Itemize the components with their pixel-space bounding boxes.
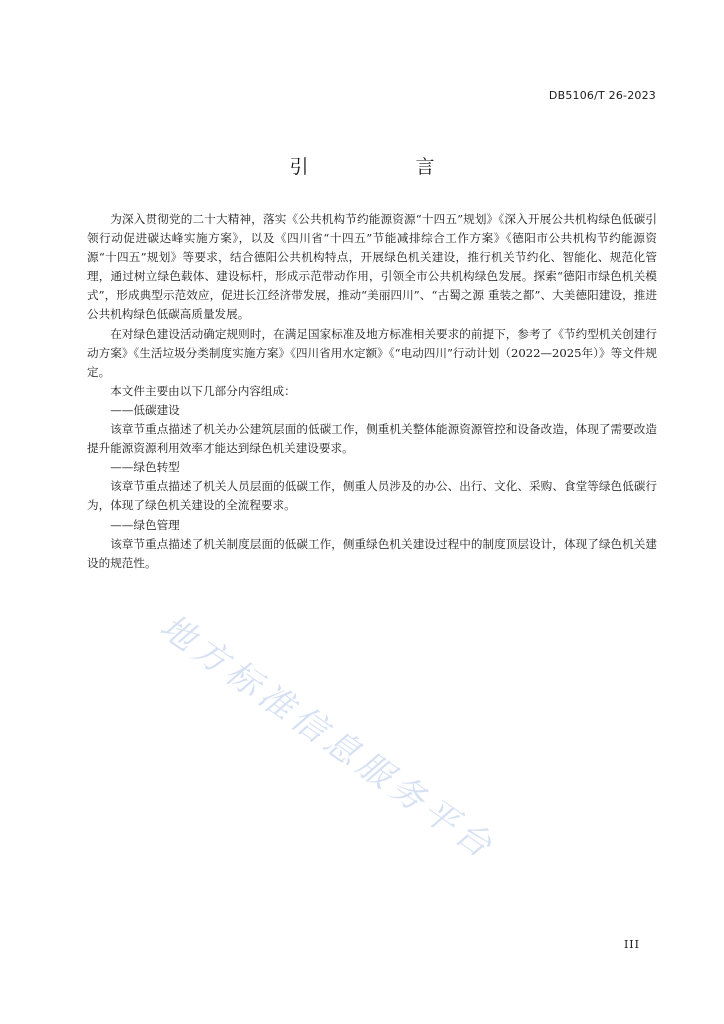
watermark: 地方标准信息服务平台 xyxy=(152,606,504,869)
paragraph-intro: 为深入贯彻党的二十大精神，落实《公共机构节约能源资源“十四五”规划》《深入开展公共机构绿色低碳引领行动促进碳达峰实施方案》，以及《四川省“十四五”节能减排综合工作方案》《德阳市公共机构节约能源资源“十四五”规划》等要求，结合德阳公共机构特点，开展绿色机关建设，推行机关节约化、智能化、规范化管理，通过树立绿色载体、建设标杆，形成示范带动作用，引领全市公共机构绿色发展。探索“德阳市绿色机关模式”，形成典型示范效应，促进长江经济带发展，推动“美丽四川”、“古蜀之源 重装之都”、大美德阳建设，推进公共机构绿色低碳高质量发展。 xyxy=(87,212,657,322)
section-heading-low-carbon: ——低碳建设 xyxy=(110,402,180,417)
paragraph-green-transition: 该章节重点描述了机关人员层面的低碳工作，侧重人员涉及的办公、出行、文化、采购、食堂等绿色低碳行为，体现了绿色机关建设的全流程要求。 xyxy=(87,479,657,513)
page-title: 引 言 xyxy=(289,156,479,178)
section-heading-green-transition: ——绿色转型 xyxy=(110,460,180,475)
paragraph-structure: 本文件主要由以下几部分内容组成： xyxy=(110,383,296,398)
page-number: III xyxy=(623,938,640,951)
paragraph-references: 在对绿色建设活动确定规则时，在满足国家标准及地方标准相关要求的前提下，参考了《节约型机关创建行动方案》《生活垃圾分类制度实施方案》《四川省用水定额》《“电动四川”行动计划（2022—2025年）》等文件规定。 xyxy=(87,326,657,379)
document-body xyxy=(87,210,657,573)
document-code: DB5106/T 26-2023 xyxy=(548,89,656,102)
paragraph-low-carbon: 该章节重点描述了机关办公建筑层面的低碳工作，侧重机关整体能源资源管控和设备改造，体现了需要改造提升能源资源利用效率才能达到绿色机关建设要求。 xyxy=(87,422,657,456)
section-heading-green-management: ——绿色管理 xyxy=(110,517,180,532)
paragraph-green-management: 该章节重点描述了机关制度层面的低碳工作，侧重绿色机关建设过程中的制度顶层设计，体现了绿色机关建设的规范性。 xyxy=(87,536,657,570)
